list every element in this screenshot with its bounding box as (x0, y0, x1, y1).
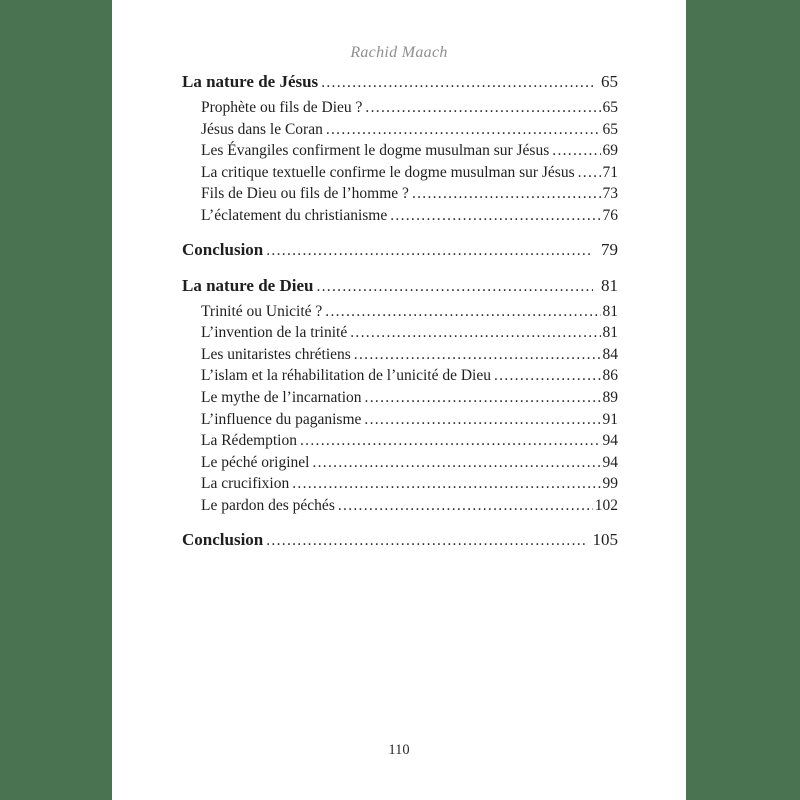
toc-entry-label: Trinité ou Unicité ? (201, 302, 323, 320)
toc-row (182, 409, 618, 431)
toc-entry-label: La Rédemption (201, 432, 297, 450)
dot-leader (350, 322, 600, 344)
dot-leader (354, 344, 601, 366)
dot-leader (552, 140, 600, 162)
toc-entry-label: La nature de Dieu (182, 275, 314, 295)
toc-row (182, 140, 618, 162)
toc-row (182, 528, 618, 553)
dot-leader (316, 274, 593, 299)
toc-entry-label: Les unitaristes chrétiens (201, 345, 351, 363)
dot-leader (364, 409, 600, 431)
toc-entry-page: 86 (602, 367, 618, 385)
toc-entry-page: 65 (602, 99, 618, 116)
book-page (112, 0, 686, 800)
toc-row (182, 70, 618, 95)
toc-row (182, 430, 618, 452)
page-header-author: Rachid Maach (350, 44, 448, 61)
toc-entry-page: 105 (592, 529, 618, 549)
toc-row (182, 119, 618, 141)
toc-row (182, 183, 618, 205)
toc-entry-label: Le mythe de l’incarnation (201, 388, 362, 406)
toc-entry-label: Les Évangiles confirment le dogme musulman sur Jésus (201, 142, 550, 160)
toc-entry-page: 99 (602, 475, 618, 493)
toc-entry-label: L’invention de la trinité (201, 324, 348, 342)
toc-entry-page: 84 (602, 345, 618, 363)
toc-entry-label: Fils de Dieu ou fils de l’homme ? (201, 185, 409, 203)
toc-entry-page: 69 (602, 142, 618, 160)
toc-entry-page: 102 (594, 496, 618, 514)
dot-leader (266, 528, 584, 553)
page-number-footer: 110 (388, 742, 410, 758)
toc-entry-page: 91 (602, 410, 618, 428)
dot-leader (412, 183, 601, 205)
dot-leader (494, 365, 601, 387)
dot-leader (326, 119, 601, 141)
toc-entry-label: Prophète ou fils de Dieu ? (201, 99, 363, 116)
toc-entry-page: 94 (602, 453, 618, 471)
dot-leader (390, 205, 600, 227)
toc-entry-label: L’islam et la réhabilitation de l’unicité de Dieu (201, 367, 491, 385)
dot-leader (266, 238, 593, 263)
toc-row (182, 322, 618, 344)
toc-entry-page: 65 (602, 120, 618, 138)
toc-entry-page: 94 (602, 432, 618, 450)
toc-entry-label: Jésus dans le Coran (201, 120, 323, 138)
toc-row (182, 495, 618, 517)
toc-entry-label: Conclusion (182, 239, 264, 259)
toc-entry-label: Le pardon des péchés (201, 496, 335, 514)
toc-row (182, 274, 618, 299)
toc-entry-page: 65 (601, 72, 618, 91)
toc-row (182, 205, 618, 227)
toc-entry-page: 89 (602, 388, 618, 406)
toc-row (182, 301, 618, 323)
toc-entry-page: 81 (602, 302, 618, 320)
dot-leader (365, 97, 600, 119)
dot-leader (578, 162, 601, 184)
toc-entry-page: 71 (602, 163, 618, 181)
toc-row (182, 473, 618, 495)
toc-entry-page: 76 (602, 206, 618, 224)
toc-row (182, 365, 618, 387)
dot-leader (338, 495, 593, 517)
toc-row (182, 238, 618, 263)
toc-row (182, 452, 618, 474)
toc-row (182, 387, 618, 409)
table-of-contents (182, 59, 618, 555)
toc-entry-label: Le péché originel (201, 453, 310, 471)
toc-entry-label: Conclusion (182, 529, 264, 549)
dot-leader (365, 387, 601, 409)
dot-leader (321, 70, 593, 95)
dot-leader (292, 473, 600, 495)
toc-entry-label: La crucifixion (201, 475, 290, 493)
toc-row (182, 344, 618, 366)
toc-entry-label: La critique textuelle confirme le dogme musulman sur Jésus (201, 163, 575, 181)
toc-row (182, 97, 618, 119)
dot-leader (300, 430, 601, 452)
toc-entry-page: 81 (601, 275, 618, 295)
toc-entry-label: L’éclatement du christianisme (201, 206, 388, 224)
toc-entry-page: 73 (602, 185, 618, 203)
toc-entry-page: 81 (602, 324, 618, 342)
toc-entry-label: La nature de Jésus (182, 72, 319, 91)
toc-row (182, 162, 618, 184)
toc-entry-page: 79 (601, 239, 618, 259)
dot-leader (325, 301, 600, 323)
toc-entry-label: L’influence du paganisme (201, 410, 362, 428)
dot-leader (312, 452, 600, 474)
